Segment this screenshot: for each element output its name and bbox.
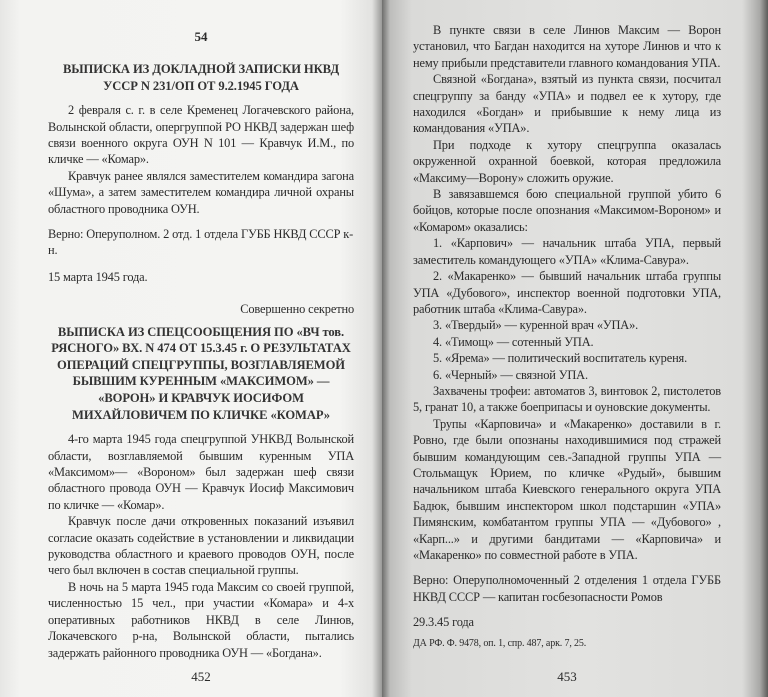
paragraph: В завязавшемся бою специальной группой убито 6 бойцов, которые после опознания «Максимом-Вороном» и «Комаром» оказались: xyxy=(413,187,721,234)
classification-label: Совершенно секретно xyxy=(240,302,354,317)
list-item: 3. «Твердый» — куренной врач «УПА». xyxy=(433,318,639,333)
paragraph: При подходе к хутору спецгруппа оказалась окруженной охранной боевкой, которая предложила «Максиму—Ворону» сложить оружие. xyxy=(413,137,721,185)
paragraph: Захвачены трофеи: автоматов 3, винтовок 2, пистолетов 5, гранат 10, а также боеприпасы и оуновские документы. xyxy=(413,383,721,415)
left-page xyxy=(0,0,382,697)
list-item: 1. «Карпович» — начальник штаба УПА, первый заместитель командующего «УПА» «Клима-Савура». xyxy=(413,236,721,267)
paragraph: Связной «Богдана», взятый из пункта связи, посчитал спецгруппу за банду «УПА» и подвел ее к хутору, где находился «Богдан» и прибывшие к нему лица из командования «УПА». xyxy=(413,72,721,136)
page-number: 453 xyxy=(557,668,577,684)
paragraph: 4-го марта 1945 года спецгруппой УНКВД Волынской области, возглавляемой бывшим куренным УПА «Максимом»— «Вороном» был задержан шеф связи областного провода ОУН — Кравчук Иосиф Максимович по кличке — «Комар». xyxy=(48,432,354,512)
verification-line-1: Верно: Оперуполном. 2 отд. 1 отдела ГУББ НКВД СССР к-н. xyxy=(48,227,354,258)
document-body-1 xyxy=(48,102,354,217)
document-title-2: ВЫПИСКА ИЗ СПЕЦСООБЩЕНИЯ ПО «ВЧ тов. РЯСНОГО» ВХ. N 474 ОТ 15.3.45 г. О РЕЗУЛЬТАТАХ ОПЕРАЦИЙ СПЕЦГРУППЫ, ВОЗГЛАВЛЯЕМОЙ БЫВШИМ КУРЕННЫМ «МАКСИМОМ» — «ВОРОН» И КРАВЧУК ИОСИФОМ МИХАЙЛОВИЧЕМ ПО КЛИЧКЕ «КОМАР» xyxy=(51,324,351,422)
paragraph: Трупы «Карповича» и «Макаренко» доставили в г. Ровно, где были опознаны находившимися под стражей бывшим командующим сев.-Западной группы УПА — Стольмащук Юрием, по кличке «Рудый», бывшим начальником штаба Киевского генерального округа УПА Бадюк, бывшим инспектором школ подстаршин «УПА» Пимянским, комбатантом группы УПА — «Дубового» , «Карп...» и другими бандитами — «Карповича» и «Макаренко» по совместной работе в УПА. xyxy=(413,416,721,562)
paragraph: Кравчук ранее являлся заместителем командира загона «Шума», а затем заместителем командира личной охраны областного проводника ОУН. xyxy=(48,168,354,216)
list-item: 4. «Тимощ» — сотенный УПА. xyxy=(433,334,594,349)
page-number: 452 xyxy=(191,668,211,684)
paragraph: В ночь на 5 марта 1945 года Максим со своей группой, численностью 15 чел., при участии «Комара» и 4-х оперативных работников НКВД в селе Линюв, Локачевского р-на, Волынской области, пытались задержать районного проводника ОУН — «Богдана». xyxy=(48,579,354,660)
document-body-2 xyxy=(48,431,354,661)
verification-line-2: Верно: Оперуполномоченный 2 отделения 1 отдела ГУББ НКВД СССР — капитан госбезопасности Ромов xyxy=(413,573,721,604)
document-title-1: ВЫПИСКА ИЗ ДОКЛАДНОЙ ЗАПИСКИ НКВД УССР N 231/ОП ОТ 9.2.1945 ГОДА xyxy=(62,62,340,93)
paragraph: В пункте связи в селе Линюв Максим — Ворон установил, что Багдан находится на хуторе Линюв и что к нему прибыли представители главного командования УПА. xyxy=(413,23,721,70)
paragraph: 2 февраля с. г. в селе Кременец Логачевского района, Волынской области, опергруппой РО НКВД задержан шеф связи военного округа ОУН N 101 — Кравчук И.М., по кличке — «Комар». xyxy=(48,103,354,167)
list-item: 2. «Макаренко» — бывший начальник штаба группы УПА «Дубового», инспектор военной подготовки УПА, работник штаба «Клима-Савура». xyxy=(413,269,721,316)
right-page xyxy=(382,0,768,697)
list-item: 5. «Ярема» — политический воспитатель куреня. xyxy=(433,351,688,366)
document-number: 54 xyxy=(194,29,208,44)
document-body-3 xyxy=(413,22,721,563)
list-item: 6. «Черный» — связной УПА. xyxy=(433,367,588,382)
date-1: 15 марта 1945 года. xyxy=(48,269,148,284)
date-2: 29.3.45 года xyxy=(413,615,474,630)
paragraph: Кравчук после дачи откровенных показаний изъявил согласие оказать содействие в установлении и ликвидации руководства областного и краевого проводов ОУН, после чего был включен в состав специальной группы. xyxy=(48,514,354,578)
archive-reference: ДА РФ. Ф. 9478, оп. 1, спр. 487, арк. 7, 25. xyxy=(413,637,587,649)
